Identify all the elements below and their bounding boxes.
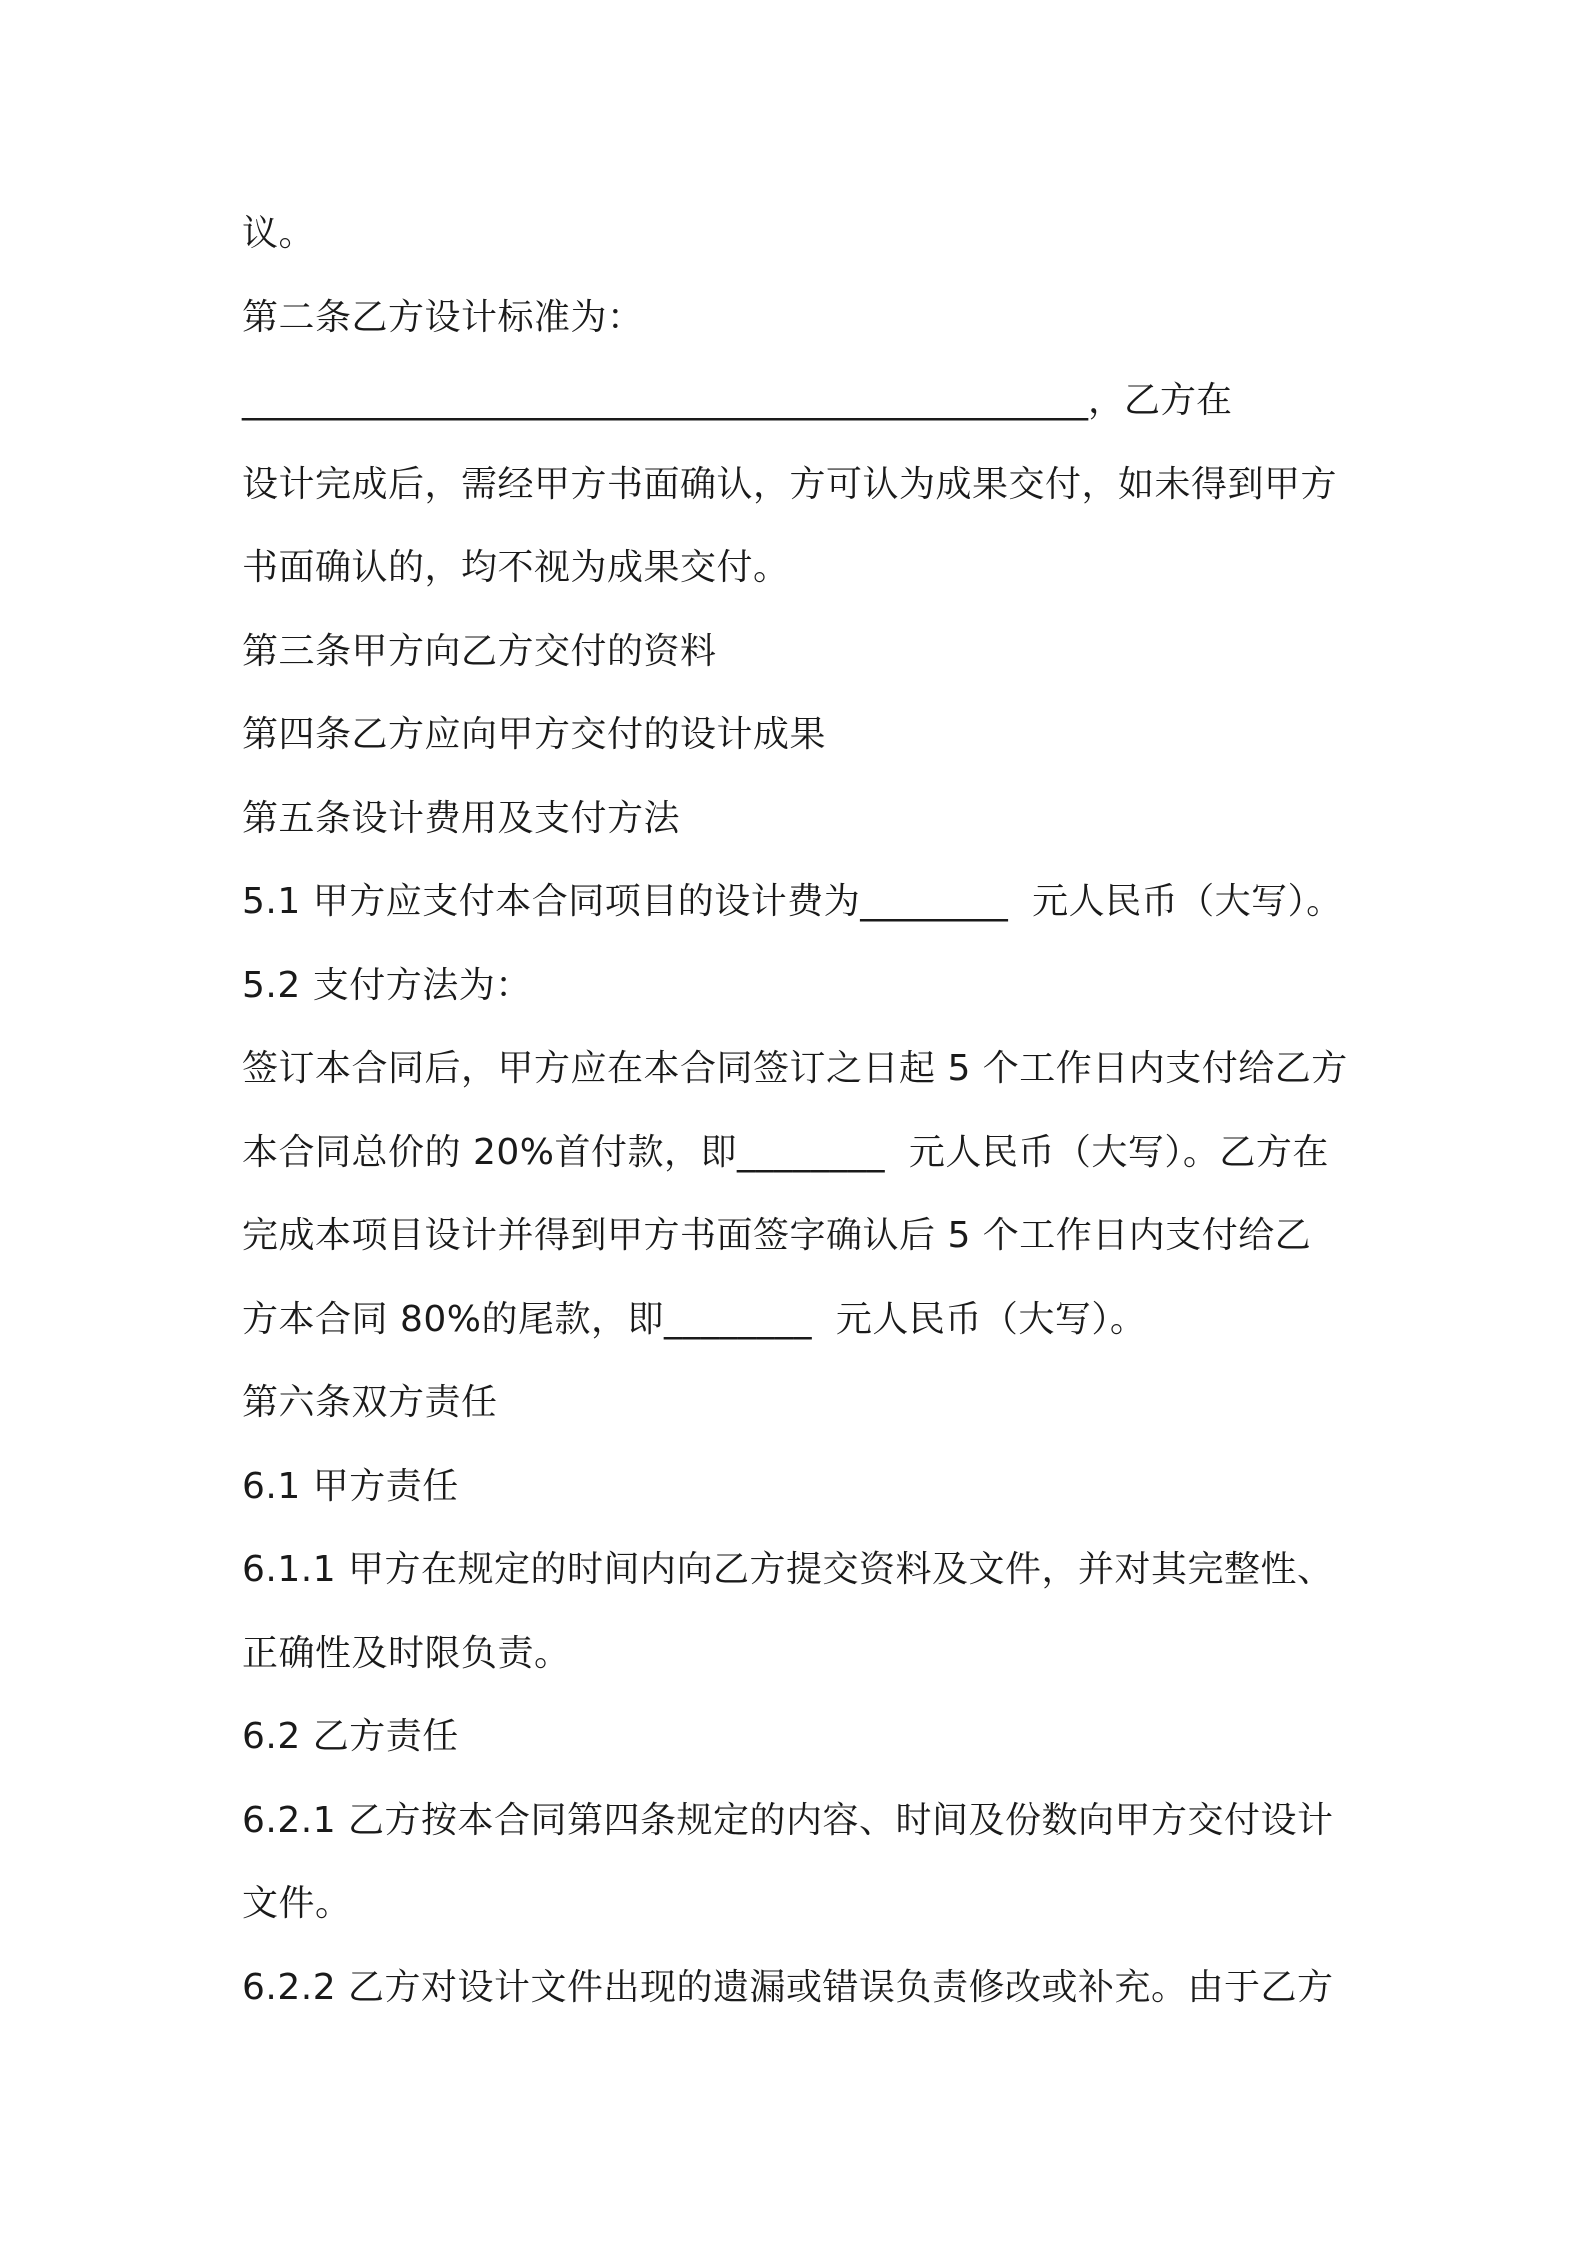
clause-6-1: 6.1 甲方责任 <box>242 1465 459 1507</box>
article-4-heading: 第四条乙方应向甲方交付的设计成果 <box>242 714 827 755</box>
article-3-heading: 第三条甲方向乙方交付的资料 <box>242 630 717 672</box>
article-6-heading: 第六条双方责任 <box>242 1382 498 1423</box>
document-body <box>242 192 1362 2029</box>
clause-5-2: 5.2 支付方法为： <box>242 964 532 1006</box>
text-line: 正确性及时限负责。 <box>242 1632 571 1674</box>
text-line: 文件。 <box>242 1883 352 1924</box>
design-standard-blank: _______________________________________________，乙方在 <box>242 380 1233 421</box>
text-line: 完成本项目设计并得到甲方书面签字确认后 5 个工作日内支付给乙 <box>242 1215 1312 1256</box>
clause-6-2-1: 6.2.1 乙方按本合同第四条规定的内容、时间及份数向甲方交付设计 <box>242 1799 1334 1841</box>
clause-6-2-2: 6.2.2 乙方对设计文件出现的遗漏或错误负责修改或补充。由于乙方 <box>242 1966 1334 2008</box>
text-line: 议。 <box>242 213 316 254</box>
article-5-heading: 第五条设计费用及支付方法 <box>242 797 681 839</box>
text-line: 方本合同 80%的尾款，即________ 元人民币（大写）。 <box>242 1298 1147 1340</box>
text-line: 设计完成后，需经甲方书面确认，方可认为成果交付，如未得到甲方 <box>242 463 1338 505</box>
article-2-heading: 第二条乙方设计标准为： <box>242 296 644 338</box>
text-line: 本合同总价的 20%首付款，即________ 元人民币（大写）。乙方在 <box>242 1131 1329 1173</box>
text-line: 书面确认的，均不视为成果交付。 <box>242 547 790 588</box>
clause-6-2: 6.2 乙方责任 <box>242 1716 459 1757</box>
text-line: 签订本合同后，甲方应在本合同签订之日起 5 个工作日内支付给乙方 <box>242 1048 1348 1089</box>
clause-6-1-1: 6.1.1 甲方在规定的时间内向乙方提交资料及文件，并对其完整性、 <box>242 1549 1334 1590</box>
clause-5-1: 5.1 甲方应支付本合同项目的设计费为________ 元人民币（大写）。 <box>242 881 1343 922</box>
